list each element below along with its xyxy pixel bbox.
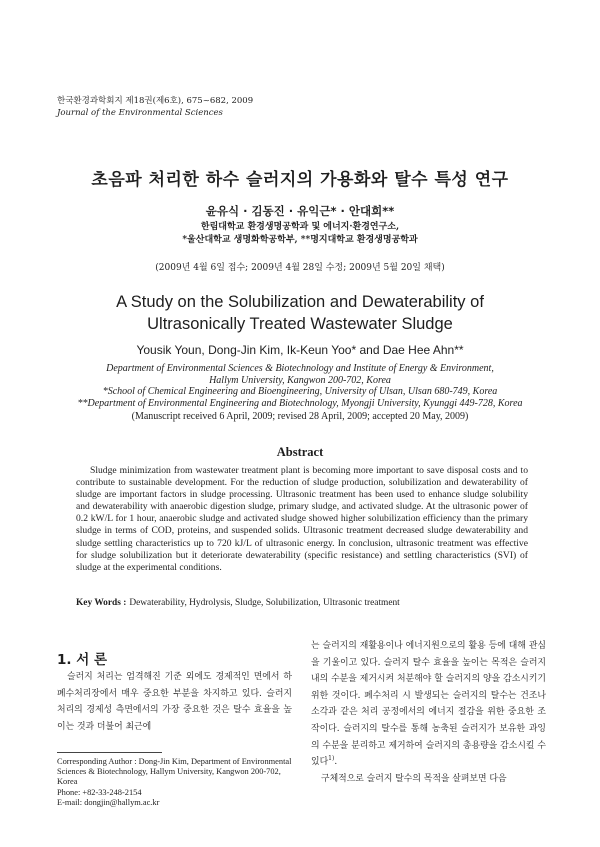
intro-paragraph: [311, 638, 546, 771]
affiliation-ko-line: *울산대학교 생명화학공학부, **명지대학교 환경생명공학과: [182, 235, 418, 245]
intro-text: 는 슬러지의 재활용이나 에너지원으로의 활용 등에 대해 관심을 기울이고 있다. 슬러지 탈수 효율을 높이는 목적은 슬러지 내의 수분을 제거시켜 처분해야 할 슬러지의 양을 감소시키기 위한 것이다. 폐수처리 시 발생되는 슬러지의 탈수는 건조나 소각과 같은 처리 공정에서의 에너지 절감을 위한 중요한 조작이다. 슬러지의 탈수를 통해 농축된 슬러지가 보유한 과잉의 수분을 분리하고 제거하여 슬러지의 총용량을 감소시킬 수 있다: [311, 641, 546, 768]
intro-right-column: [311, 638, 546, 787]
journal-citation-ko: 한국환경과학회지 제18권(제6호), 675~682, 2009: [57, 96, 254, 106]
footnote-divider: [57, 752, 162, 753]
corresponding-author-footnote: [57, 757, 297, 808]
title-english-line: Ultrasonically Treated Wastewater Sludge: [147, 315, 453, 333]
section-heading-introduction: 1. 서 론: [57, 652, 108, 668]
authors-english: Yousik Youn, Dong-Jin Kim, Ik-Keun Yoo* and Dae Hee Ahn**: [136, 343, 464, 357]
journal-name-en: Journal of the Environmental Sciences: [57, 108, 223, 118]
affiliations-korean: [0, 221, 600, 247]
footnote-line: Corresponding Author : Dong-Jin Kim, Department of Environmental Sciences & Biotechnology, Hallym University, Kangwon 200-702, Korea: [57, 757, 292, 787]
reference-marker: 1): [328, 755, 335, 763]
journal-header: [57, 95, 253, 119]
affiliation-en-line: Hallym University, Kangwon 200-702, Korea: [209, 374, 391, 386]
title-korean: 초음파 처리한 하수 슬러지의 가용화와 탈수 특성 연구: [91, 170, 509, 190]
intro-paragraph: 슬러지 처리는 엄격해진 기준 외에도 경제적인 면에서 하폐수처리장에서 매우 중요한 부분을 차지하고 있다. 슬러지 처리의 경제성 측면에서의 가장 중요한 것은 탈수 효율을 높이는 것과 더불어 최근에: [57, 672, 292, 732]
abstract-heading: Abstract: [276, 445, 324, 459]
keywords-label: Key Words :: [76, 598, 127, 608]
intro-left-column: [57, 669, 292, 735]
affiliation-en-line: **Department of Environmental Engineering and Biotechnology, Myongji University, Kyunggi 449-728, Korea: [77, 397, 523, 409]
intro-paragraph: 구체적으로 슬러지 탈수의 목적을 살펴보면 다음: [321, 773, 507, 784]
title-english: [0, 291, 600, 335]
abstract-paragraph: Sludge minimization from wastewater treatment plant is becoming more important to save disposal costs and to contribute to sustainable development. For the reduction of sludge production, solubilization and dewaterability of sludge are important factors in sludge processing. Ultrasonic treatment has been used to enhance sludge solubility and dewaterability with anaerobic digestion sludge, primary sludge, and activated sludge. At the ultrasonic power of 0.2 kW/L for 1 hour, anaerobic sludge and activated sludge showed higher solubilization efficiency than the primary sludge in terms of COD, proteins, and suspended solids. Ultrasonic treatment decreased sludge dewaterability and sludge settling characteristics up to 720 kJ/L of ultrasonic energy. In conclusion, ultrasonic treatment was effective for sludge solubilization but it deteriorate dewaterability (specific resistance) and settling characteristics (SVI) of sludge at the experimental conditions.: [76, 465, 528, 573]
authors-korean: 윤유식 · 김동진 · 유익근* · 안대희**: [205, 204, 395, 218]
intro-text-end: .: [334, 757, 338, 768]
affiliation-en-line: *School of Chemical Engineering and Bioengineering, University of Ulsan, Ulsan 680-749, Korea: [102, 386, 498, 397]
keywords: [76, 598, 528, 608]
footnote-line: E-mail: dongjin@hallym.ac.kr: [57, 797, 160, 807]
received-dates-english: (Manuscript received 6 April, 2009; revised 28 April, 2009; accepted 20 May, 2009): [131, 411, 469, 422]
title-english-line: A Study on the Solubilization and Dewaterability of: [116, 293, 484, 311]
abstract-body: [76, 465, 528, 574]
footnote-line: Phone: +82-33-248-2154: [57, 787, 142, 797]
received-dates-korean: (2009년 4월 6일 접수; 2009년 4월 28일 수정; 2009년 5월 20일 채택): [155, 263, 445, 273]
keywords-list: Dewaterability, Hydrolysis, Sludge, Solubilization, Ultrasonic treatment: [129, 598, 400, 608]
affiliation-en-line: Department of Environmental Sciences & Biotechnology and Institute of Energy & Environment,: [106, 363, 494, 374]
affiliations-english: [0, 363, 600, 409]
affiliation-ko-line: 한림대학교 환경생명공학과 및 에너지·환경연구소,: [200, 222, 400, 232]
